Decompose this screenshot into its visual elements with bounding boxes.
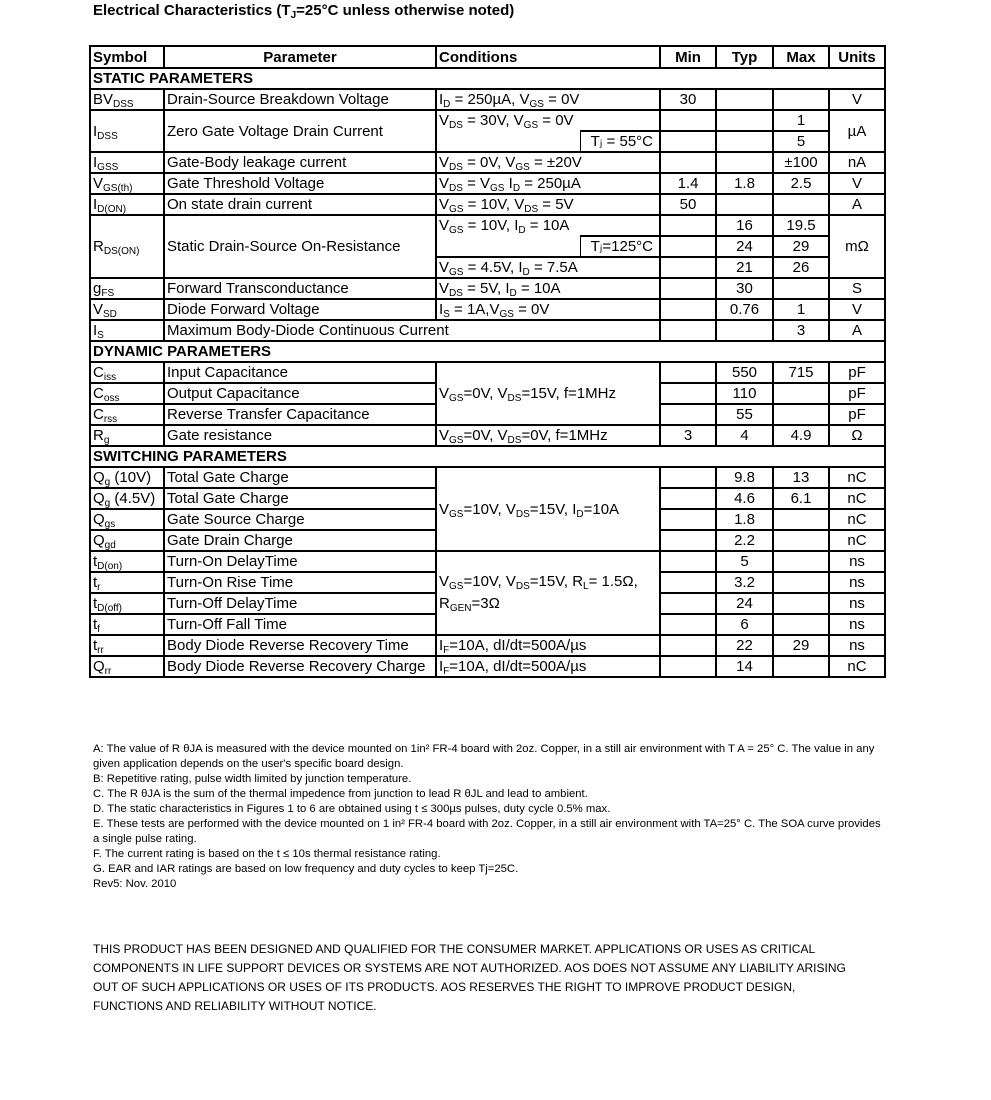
parameter-cell: Maximum Body-Diode Continuous Current xyxy=(164,320,660,341)
min-cell xyxy=(660,278,716,299)
min-cell xyxy=(660,257,716,278)
disclaimer-line: OUT OF SUCH APPLICATIONS OR USES OF ITS PRODUCTS. AOS RESERVES THE RIGHT TO IMPROVE PRODUCT DESIGN, xyxy=(93,980,796,994)
symbol-cell: $Q_{rr}$ xyxy=(90,656,164,677)
max-cell xyxy=(773,593,829,614)
min-cell: 1.4 xyxy=(660,173,716,194)
section-title: Electrical Characteristics ($T_J=25^\circ C$ unless otherwise noted) xyxy=(93,2,515,21)
max-cell xyxy=(773,194,829,215)
typ-cell: 22 xyxy=(716,635,773,656)
parameter-cell: Diode Forward Voltage xyxy=(164,299,436,320)
symbol-cell: $Q_{gd}$ xyxy=(90,530,164,551)
section-row xyxy=(90,446,885,467)
symbol-cell: $t_{D(off)}$ xyxy=(90,593,164,614)
table-row xyxy=(90,110,885,131)
typ-cell: 14 xyxy=(716,656,773,677)
symbol-cell: $V_{SD}$ xyxy=(90,299,164,320)
typ-cell: 5 xyxy=(716,551,773,572)
header-max: Max xyxy=(773,46,829,68)
max-cell xyxy=(773,278,829,299)
conditions-cell: $V_{GS}=0V$, $V_{DS}=0V$, f=1MHz xyxy=(436,425,660,446)
symbol-cell: $C_{oss}$ xyxy=(90,383,164,404)
table-row xyxy=(90,467,885,488)
typ-cell: 30 xyxy=(716,278,773,299)
max-cell xyxy=(773,89,829,110)
typ-cell xyxy=(716,194,773,215)
temperature-condition: Tⱼ=125°C xyxy=(580,236,660,257)
section-static: STATIC PARAMETERS xyxy=(90,68,885,89)
units-cell: nC xyxy=(829,509,885,530)
symbol-cell: $t_{D(on)}$ xyxy=(90,551,164,572)
table-row xyxy=(90,551,885,572)
units-cell: µA xyxy=(829,110,885,152)
min-cell: 3 xyxy=(660,425,716,446)
max-cell: 6.1 xyxy=(773,488,829,509)
parameter-cell: Zero Gate Voltage Drain Current xyxy=(164,110,436,152)
parameter-cell: Gate Source Charge xyxy=(164,509,436,530)
disclaimer-line: COMPONENTS IN LIFE SUPPORT DEVICES OR SYSTEMS ARE NOT AUTHORIZED. AOS DOES NOT ASSUME ANY LIABILITY ARISING xyxy=(93,961,846,975)
typ-cell: 16 xyxy=(716,215,773,236)
units-cell: S xyxy=(829,278,885,299)
units-cell: A xyxy=(829,320,885,341)
symbol-cell: $C_{iss}$ xyxy=(90,362,164,383)
parameter-cell: Turn-On DelayTime xyxy=(164,551,436,572)
units-cell: V xyxy=(829,299,885,320)
typ-cell: 110 xyxy=(716,383,773,404)
table-row xyxy=(90,362,885,383)
units-cell: pF xyxy=(829,362,885,383)
symbol-cell: $Q_g$ (10V) xyxy=(90,467,164,488)
symbol-cell: $I_{D(ON)}$ xyxy=(90,194,164,215)
typ-cell xyxy=(716,110,773,131)
max-cell xyxy=(773,614,829,635)
min-cell: 50 xyxy=(660,194,716,215)
typ-cell xyxy=(716,89,773,110)
table-row xyxy=(90,425,885,446)
min-cell xyxy=(660,383,716,404)
typ-cell xyxy=(716,131,773,152)
typ-cell: 1.8 xyxy=(716,509,773,530)
max-cell xyxy=(773,551,829,572)
max-cell xyxy=(773,404,829,425)
parameter-cell: Gate Threshold Voltage xyxy=(164,173,436,194)
conditions-cell: $I_S = 1A,V_{GS} = 0V$ xyxy=(436,299,660,320)
parameter-cell: Body Diode Reverse Recovery Charge xyxy=(164,656,436,677)
parameter-cell: Static Drain-Source On-Resistance xyxy=(164,215,436,278)
parameter-cell: On state drain current xyxy=(164,194,436,215)
section-dynamic: DYNAMIC PARAMETERS xyxy=(90,341,885,362)
typ-cell: 6 xyxy=(716,614,773,635)
typ-cell: 3.2 xyxy=(716,572,773,593)
units-cell: pF xyxy=(829,404,885,425)
disclaimer-line: THIS PRODUCT HAS BEEN DESIGNED AND QUALIFIED FOR THE CONSUMER MARKET. APPLICATIONS OR USES AS CRITICAL xyxy=(93,942,816,956)
min-cell xyxy=(660,215,716,236)
symbol-cell: $C_{rss}$ xyxy=(90,404,164,425)
section-row xyxy=(90,68,885,89)
typ-cell: 0.76 xyxy=(716,299,773,320)
min-cell xyxy=(660,236,716,257)
typ-cell: 24 xyxy=(716,593,773,614)
units-cell: nC xyxy=(829,488,885,509)
typ-cell: 2.2 xyxy=(716,530,773,551)
units-cell: ns xyxy=(829,572,885,593)
table-row xyxy=(90,656,885,677)
parameter-cell: Input Capacitance xyxy=(164,362,436,383)
revision: Rev5: Nov. 2010 xyxy=(93,878,177,890)
conditions-cell: $I_F=10A$, dI/dt=500A/µs xyxy=(436,656,660,677)
disclaimer-line: FUNCTIONS AND RELIABILITY WITHOUT NOTICE. xyxy=(93,999,377,1013)
typ-cell: 9.8 xyxy=(716,467,773,488)
symbol-cell: $I_S$ xyxy=(90,320,164,341)
table-row xyxy=(90,173,885,194)
symbol-cell: $I_{GSS}$ xyxy=(90,152,164,173)
parameter-cell: Gate resistance xyxy=(164,425,436,446)
max-cell: 2.5 xyxy=(773,173,829,194)
min-cell xyxy=(660,467,716,488)
symbol-cell: $Q_g$ (4.5V) xyxy=(90,488,164,509)
conditions-cell: $V_{GS}=10V$, $V_{DS}=15V$, $I_D=10A$ xyxy=(436,467,660,551)
min-cell xyxy=(660,614,716,635)
max-cell: 29 xyxy=(773,635,829,656)
symbol-cell: $Q_{gs}$ xyxy=(90,509,164,530)
conditions-cell: $V_{DS} = 5V$, $I_D = 10A$ xyxy=(436,278,660,299)
units-cell: nA xyxy=(829,152,885,173)
min-cell xyxy=(660,509,716,530)
symbol-cell: $BV_{DSS}$ xyxy=(90,89,164,110)
header-min: Min xyxy=(660,46,716,68)
conditions-cell: $I_F=10A$, dI/dt=500A/µs xyxy=(436,635,660,656)
conditions-cell: $V_{DS} = 0V$, $V_{GS} = \pm 20V$ xyxy=(436,152,660,173)
max-cell: 19.5 xyxy=(773,215,829,236)
units-cell: ns xyxy=(829,635,885,656)
header-typ: Typ xyxy=(716,46,773,68)
parameter-cell: Reverse Transfer Capacitance xyxy=(164,404,436,425)
min-cell xyxy=(660,530,716,551)
parameter-cell: Output Capacitance xyxy=(164,383,436,404)
header-conditions: Conditions xyxy=(436,46,660,68)
min-cell xyxy=(660,131,716,152)
min-cell xyxy=(660,152,716,173)
parameter-cell: Body Diode Reverse Recovery Time xyxy=(164,635,436,656)
note-b: B: Repetitive rating, pulse width limited by junction temperature. xyxy=(93,773,412,785)
min-cell xyxy=(660,656,716,677)
symbol-cell: $I_{DSS}$ xyxy=(90,110,164,152)
parameter-cell: Turn-Off Fall Time xyxy=(164,614,436,635)
min-cell xyxy=(660,635,716,656)
units-cell: ns xyxy=(829,593,885,614)
conditions-cell: $V_{GS}=10V$, $V_{DS}=15V$, $R_L= 1.5\Omega$, $R_{GEN}=3\Omega$ xyxy=(436,551,660,635)
section-switching: SWITCHING PARAMETERS xyxy=(90,446,885,467)
parameter-cell: Turn-Off DelayTime xyxy=(164,593,436,614)
table-row xyxy=(90,320,885,341)
symbol-cell: $g_{FS}$ xyxy=(90,278,164,299)
units-cell: V xyxy=(829,89,885,110)
symbol-cell: $R_g$ xyxy=(90,425,164,446)
parameter-cell: Total Gate Charge xyxy=(164,488,436,509)
min-cell xyxy=(660,299,716,320)
temperature-condition: Tⱼ = 55°C xyxy=(580,131,660,152)
note-a: A: The value of R θJA is measured with the device mounted on 1in² FR-4 board with 2oz. Copper, in a still air environment with T A = 25° C. The value in any given application depends on the user's specific board design. xyxy=(93,743,875,770)
max-cell: 1 xyxy=(773,110,829,131)
min-cell xyxy=(660,110,716,131)
typ-cell: 55 xyxy=(716,404,773,425)
conditions-cell: $V_{GS} = 10V$, $V_{DS} = 5V$ xyxy=(436,194,660,215)
max-cell xyxy=(773,530,829,551)
min-cell xyxy=(660,362,716,383)
units-cell: ns xyxy=(829,614,885,635)
parameter-cell: Gate Drain Charge xyxy=(164,530,436,551)
conditions-cell: $I_D = 250\mu A$, $V_{GS} = 0V$ xyxy=(436,89,660,110)
parameter-cell: Total Gate Charge xyxy=(164,467,436,488)
parameter-cell: Drain-Source Breakdown Voltage xyxy=(164,89,436,110)
section-row xyxy=(90,341,885,362)
units-cell: ns xyxy=(829,551,885,572)
max-cell xyxy=(773,572,829,593)
units-cell: pF xyxy=(829,383,885,404)
units-cell: V xyxy=(829,173,885,194)
parameter-cell: Turn-On Rise Time xyxy=(164,572,436,593)
header-parameter: Parameter xyxy=(164,46,436,68)
min-cell xyxy=(660,551,716,572)
footnotes xyxy=(93,742,883,892)
table-row xyxy=(90,89,885,110)
conditions-cell: $V_{DS} = V_{GS}$ $I_D = 250\mu A$ xyxy=(436,173,660,194)
header-row xyxy=(90,46,885,68)
symbol-cell: $t_{rr}$ xyxy=(90,635,164,656)
max-cell: 13 xyxy=(773,467,829,488)
max-cell: 3 xyxy=(773,320,829,341)
units-cell: A xyxy=(829,194,885,215)
symbol-cell: $R_{DS(ON)}$ xyxy=(90,215,164,278)
units-cell: mΩ xyxy=(829,215,885,278)
table-row xyxy=(90,215,885,236)
typ-cell xyxy=(716,320,773,341)
typ-cell xyxy=(716,152,773,173)
units-cell: nC xyxy=(829,467,885,488)
conditions-cell: $V_{GS} = 10V$, $I_D = 10A$ xyxy=(436,215,660,236)
min-cell xyxy=(660,404,716,425)
table-row xyxy=(90,635,885,656)
max-cell: 5 xyxy=(773,131,829,152)
units-cell: Ω xyxy=(829,425,885,446)
symbol-cell: $t_f$ xyxy=(90,614,164,635)
typ-cell: 550 xyxy=(716,362,773,383)
min-cell xyxy=(660,593,716,614)
units-cell: nC xyxy=(829,530,885,551)
typ-cell: 4 xyxy=(716,425,773,446)
min-cell: 30 xyxy=(660,89,716,110)
parameter-cell: Forward Transconductance xyxy=(164,278,436,299)
conditions-cell: $V_{GS}=0V$, $V_{DS}=15V$, f=1MHz xyxy=(436,362,660,425)
note-f: F. The current rating is based on the t ≤ 10s thermal resistance rating. xyxy=(93,848,441,860)
header-units: Units xyxy=(829,46,885,68)
units-cell: nC xyxy=(829,656,885,677)
table-row xyxy=(90,299,885,320)
max-cell: 1 xyxy=(773,299,829,320)
table-row xyxy=(90,278,885,299)
parameter-cell: Gate-Body leakage current xyxy=(164,152,436,173)
typ-cell: 24 xyxy=(716,236,773,257)
max-cell xyxy=(773,509,829,530)
note-d: D. The static characteristics in Figures 1 to 6 are obtained using t ≤ 300µs pulses, duty cycle 0.5% max. xyxy=(93,803,611,815)
max-cell: 715 xyxy=(773,362,829,383)
max-cell: 4.9 xyxy=(773,425,829,446)
symbol-cell: $V_{GS(th)}$ xyxy=(90,173,164,194)
min-cell xyxy=(660,320,716,341)
symbol-cell: $t_r$ xyxy=(90,572,164,593)
max-cell: ±100 xyxy=(773,152,829,173)
header-symbol: Symbol xyxy=(90,46,164,68)
max-cell: 29 xyxy=(773,236,829,257)
conditions-cell xyxy=(436,236,580,257)
min-cell xyxy=(660,488,716,509)
max-cell xyxy=(773,383,829,404)
electrical-characteristics-table xyxy=(89,45,886,678)
note-c: C. The R θJA is the sum of the thermal impedence from junction to lead R θJL and lead to ambient. xyxy=(93,788,588,800)
typ-cell: 1.8 xyxy=(716,173,773,194)
max-cell: 26 xyxy=(773,257,829,278)
disclaimer xyxy=(93,940,893,1016)
note-e: E. These tests are performed with the device mounted on 1 in² FR-4 board with 2oz. Copper, in a still air environment with TA=25° C. The SOA curve provides a single pulse rating. xyxy=(93,818,881,845)
typ-cell: 4.6 xyxy=(716,488,773,509)
typ-cell: 21 xyxy=(716,257,773,278)
max-cell xyxy=(773,656,829,677)
note-g: G. EAR and IAR ratings are based on low frequency and duty cycles to keep Tj=25C. xyxy=(93,863,519,875)
conditions-cell xyxy=(436,131,580,152)
table-row xyxy=(90,152,885,173)
conditions-cell: $V_{GS} = 4.5V$, $I_D = 7.5A$ xyxy=(436,257,660,278)
min-cell xyxy=(660,572,716,593)
table-row xyxy=(90,194,885,215)
conditions-cell: $V_{DS} = 30V$, $V_{GS} = 0V$ xyxy=(436,110,660,131)
